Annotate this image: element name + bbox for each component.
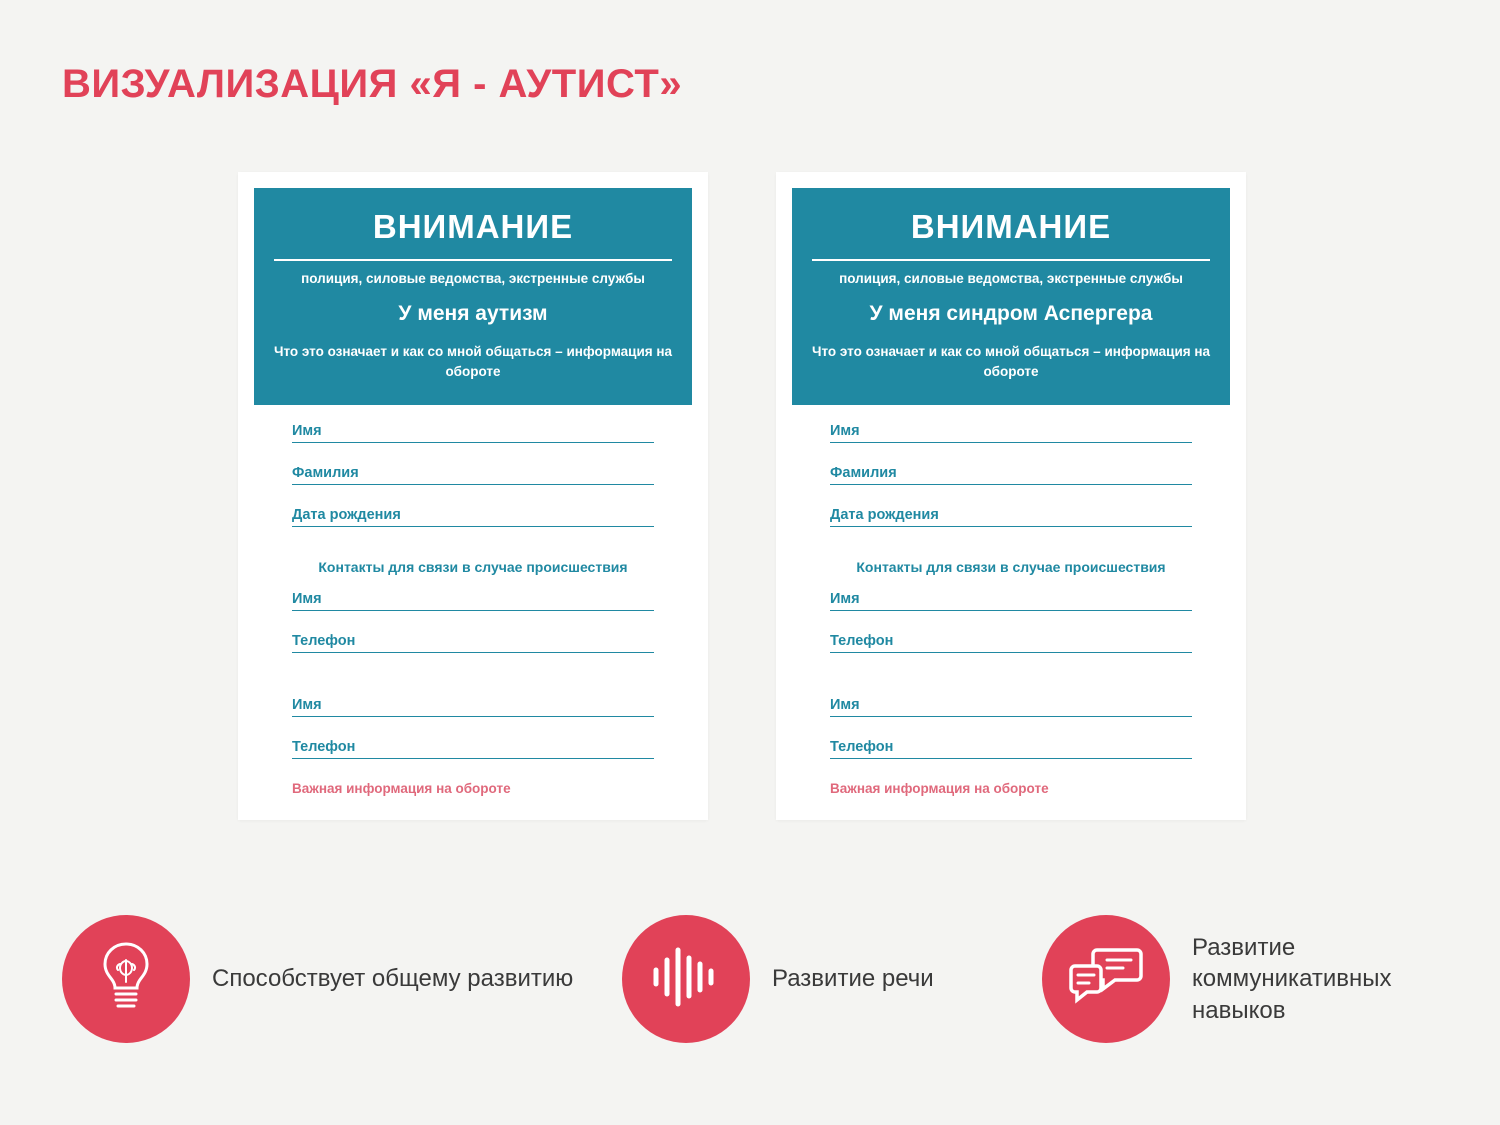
field-label: Имя [830,590,860,607]
card-autism [238,172,708,820]
field-line [292,610,654,611]
contacts-title: Контакты для связи в случае происшествия [856,558,1166,575]
speech-bubbles-icon [1067,946,1145,1013]
field-label: Телефон [292,738,356,755]
cards-container [238,172,1246,820]
feature-general-development [62,915,622,1043]
field-birthdate[interactable] [292,507,654,527]
field-label: Фамилия [292,464,359,481]
field-line [292,758,654,759]
field-label: Дата рождения [292,506,401,523]
page-title: ВИЗУАЛИЗАЦИЯ «Я - АУТИСТ» [62,62,683,106]
diagnosis-heading: У меня синдром Аспергера [869,302,1153,325]
field-line [830,442,1192,443]
attention-heading: ВНИМАНИЕ [274,208,672,261]
feature-label: Развитие речи [772,965,934,993]
feature-communication-skills [1042,915,1462,1043]
contact-name-2[interactable] [830,697,1192,717]
field-line [292,652,654,653]
card-header [254,188,692,405]
lightbulb-brain-icon [94,938,158,1021]
card-body [792,405,1230,800]
field-name[interactable] [830,423,1192,443]
field-label: Телефон [830,632,894,649]
contact-phone-1[interactable] [830,633,1192,653]
field-label: Имя [292,422,322,439]
spacer [292,675,654,697]
contact-phone-2[interactable] [830,739,1192,759]
features-row [62,915,1462,1043]
field-label: Телефон [292,632,356,649]
feature-label: Развитие коммуникативных навыков [1192,934,1392,1024]
icon-circle [1042,915,1170,1043]
contact-name-1[interactable] [292,591,654,611]
field-label: Телефон [830,738,894,755]
field-birthdate[interactable] [830,507,1192,527]
diagnosis-heading: У меня аутизм [398,302,548,325]
field-line [292,442,654,443]
contact-name-2[interactable] [292,697,654,717]
services-line: полиция, силовые ведомства, экстренные службы [839,271,1183,286]
spacer [830,675,1192,697]
field-label: Имя [292,590,322,607]
field-line [830,758,1192,759]
attention-heading: ВНИМАНИЕ [812,208,1210,261]
feature-label: Способствует общему развитию [212,965,574,993]
sound-wave-icon [649,944,723,1015]
field-line [292,484,654,485]
field-line [292,526,654,527]
card-note: Что это означает и как со мной общаться – информация на обороте [273,344,673,380]
field-name[interactable] [292,423,654,443]
feature-speech-development [622,915,1042,1043]
icon-circle [622,915,750,1043]
contacts-title: Контакты для связи в случае происшествия [318,558,628,575]
field-line [830,716,1192,717]
field-label: Имя [292,696,322,713]
field-label: Имя [830,696,860,713]
footer-note: Важная информация на обороте [292,780,511,796]
field-label: Имя [830,422,860,439]
contact-phone-2[interactable] [292,739,654,759]
icon-circle [62,915,190,1043]
card-note: Что это означает и как со мной общаться – информация на обороте [811,344,1211,380]
field-line [830,610,1192,611]
card-body [254,405,692,800]
contact-name-1[interactable] [830,591,1192,611]
card-header [792,188,1230,405]
field-line [292,716,654,717]
contact-phone-1[interactable] [292,633,654,653]
field-surname[interactable] [292,465,654,485]
field-label: Дата рождения [830,506,939,523]
services-line: полиция, силовые ведомства, экстренные службы [301,271,645,286]
field-line [830,526,1192,527]
field-surname[interactable] [830,465,1192,485]
field-line [830,484,1192,485]
field-label: Фамилия [830,464,897,481]
footer-note: Важная информация на обороте [830,780,1049,796]
card-asperger [776,172,1246,820]
field-line [830,652,1192,653]
